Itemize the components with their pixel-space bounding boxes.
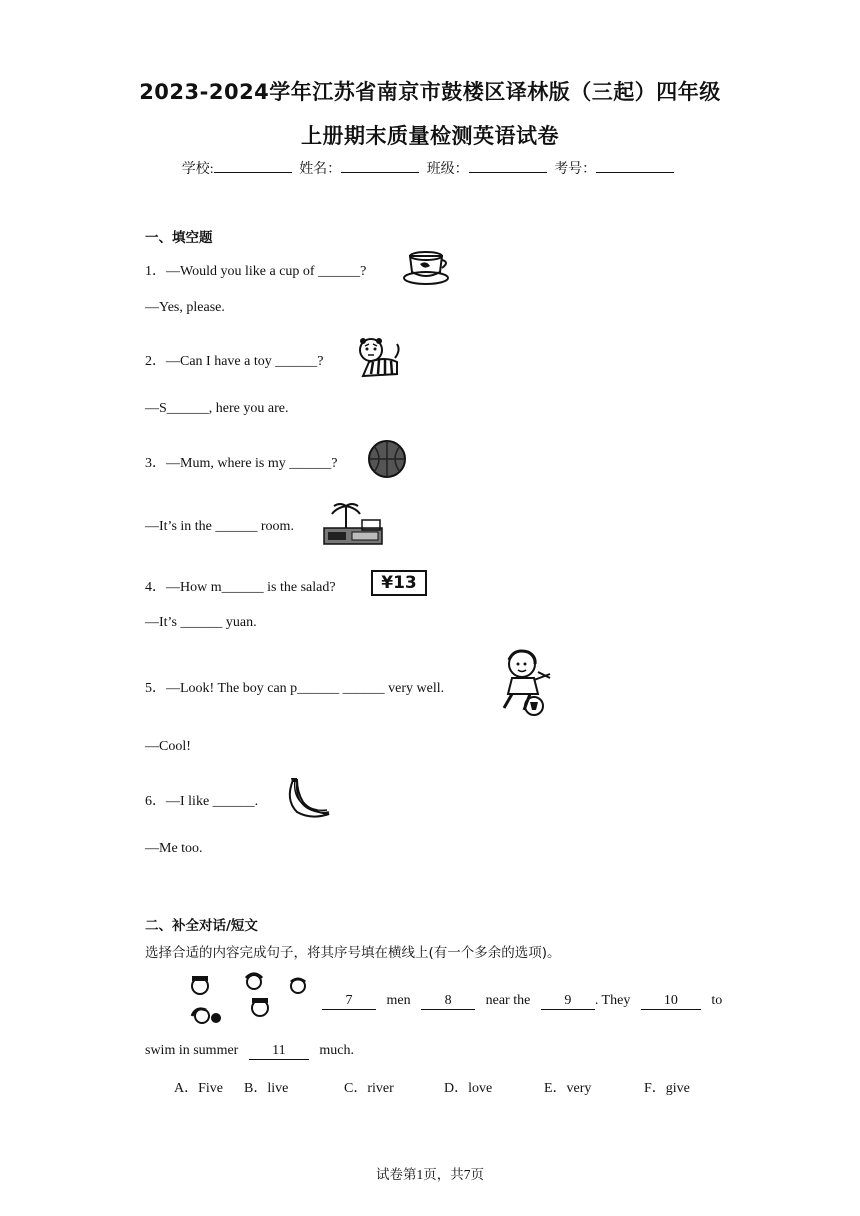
question-2: 2．—Can I have a toy ______? (145, 354, 324, 369)
five-men-icon (186, 972, 316, 1028)
section1-heading: 一、填空题 (145, 230, 213, 246)
page-footer: 试卷第1页，共7页 (376, 1167, 484, 1182)
answer-blank[interactable]: ______ (212, 794, 255, 809)
answer-4: —It’s ______ yuan. (145, 615, 257, 630)
passage-line2: swim in summer 11 much. (145, 1043, 354, 1058)
page-title-line1: 2023-2024学年江苏省南京市鼓楼区译林版（三起）四年级 (139, 80, 721, 104)
class-field[interactable] (469, 159, 547, 173)
blank-7[interactable]: 7 (322, 993, 376, 1010)
blank-8[interactable]: 8 (421, 993, 475, 1010)
football-boy-icon (494, 646, 556, 718)
answer-blank[interactable]: ______ (180, 615, 223, 630)
student-info-line (0, 158, 860, 178)
passage-line1: 7 men 8 near the 9 . They 10 to (322, 993, 722, 1010)
question-3: 3．—Mum, where is my ______? (145, 456, 338, 471)
answer-6: —Me too. (145, 841, 203, 856)
school-label: 学校: (181, 162, 214, 177)
answer-1: —Yes, please. (145, 300, 225, 315)
name-field[interactable] (341, 159, 419, 173)
option-d: D．love (444, 1081, 493, 1096)
blank-11[interactable]: 11 (249, 1043, 309, 1060)
answer-blank[interactable]: ______ (318, 264, 361, 279)
option-e: E．very (544, 1081, 592, 1096)
answer-2: —S______, here you are. (145, 401, 289, 416)
section2-instruction: 选择合适的内容完成句子，将其序号填在横线上(有一个多余的选项)。 (145, 945, 561, 961)
question-5: 5．—Look! The boy can p______ ______ very well. (145, 681, 445, 696)
name-label: 姓名： (299, 162, 342, 177)
answer-blank[interactable]: ______ (215, 519, 258, 534)
option-c: C．river (344, 1081, 394, 1096)
option-f: F．give (644, 1081, 690, 1096)
question-1: 1．—Would you like a cup of ______? (145, 264, 367, 279)
school-field[interactable] (214, 159, 292, 173)
tiger-icon (355, 336, 401, 380)
option-a: A．Five (174, 1081, 223, 1096)
price-tag-icon: ¥13 (371, 570, 427, 596)
answer-3: —It’s in the ______ room. (145, 519, 294, 534)
exam-no-field[interactable] (596, 159, 674, 173)
class-label: 班级： (426, 162, 469, 177)
living-room-icon (322, 502, 384, 548)
question-6: 6．—I like ______. (145, 794, 259, 809)
answer-blank[interactable]: ______ (275, 354, 318, 369)
answer-5: —Cool! (145, 739, 191, 754)
answer-blank[interactable]: ______ (342, 681, 385, 696)
blank-10[interactable]: 10 (641, 993, 701, 1010)
teacup-icon (402, 248, 450, 286)
section2-heading: 二、补全对话/短文 (145, 918, 258, 934)
blank-9[interactable]: 9 (541, 993, 595, 1010)
exam-no-label: 考号： (554, 162, 597, 177)
question-4: 4．—How m______ is the salad? (145, 580, 336, 595)
answer-blank[interactable]: ______ (289, 456, 332, 471)
basketball-icon (366, 438, 408, 480)
bananas-icon (283, 776, 333, 822)
option-b: B．live (244, 1081, 289, 1096)
page-title-line2: 上册期末质量检测英语试卷 (301, 124, 559, 148)
